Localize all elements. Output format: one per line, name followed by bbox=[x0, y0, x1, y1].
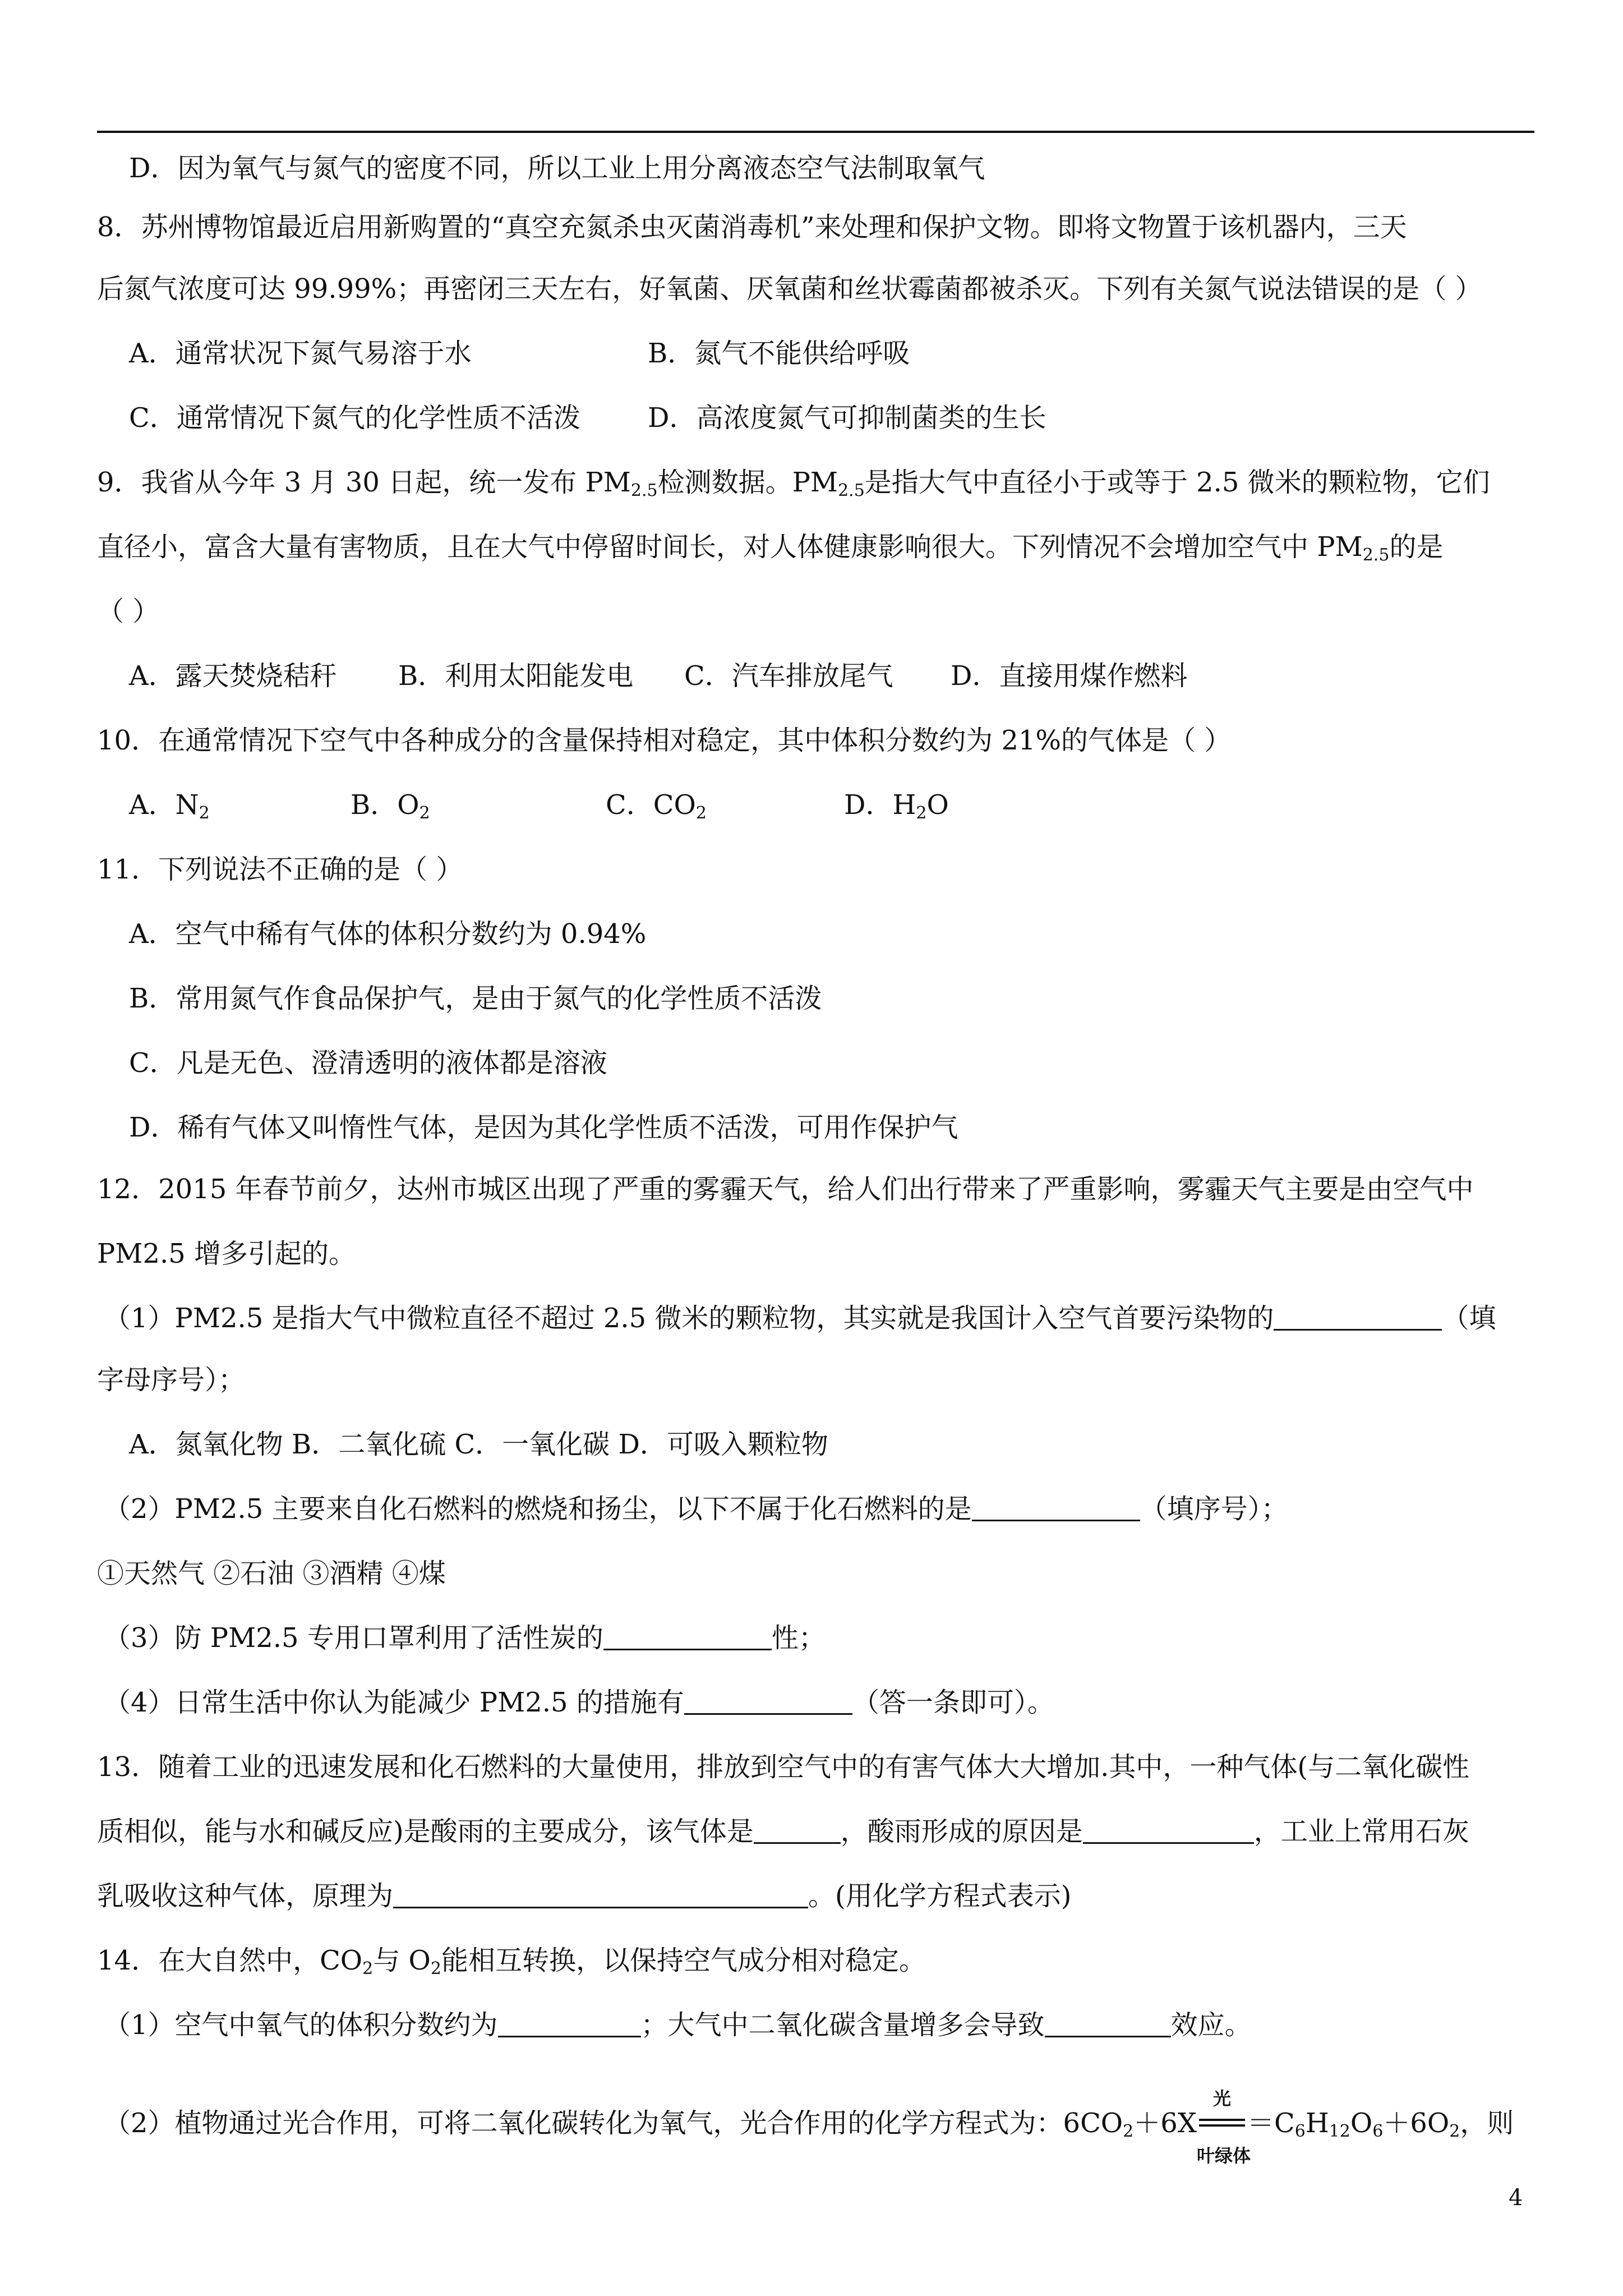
q13-equation-blank[interactable] bbox=[393, 1882, 808, 1908]
q11-stem: 11．下列说法不正确的是（ ） bbox=[97, 854, 463, 885]
q12-sub4: （4）日常生活中你认为能减少 PM2.5 的措施有 （答一条即可）。 bbox=[104, 1687, 1054, 1718]
q9-option-c: C．汽车排放尾气 bbox=[684, 660, 893, 692]
q8-option-c: C．通常情况下氮气的化学性质不活泼 bbox=[129, 402, 580, 434]
q12-sub1-options: A．氮氧化物 B．二氧化硫 C．一氧化碳 D．可吸入颗粒物 bbox=[129, 1429, 828, 1460]
q10-option-a: A．$N_2$ bbox=[129, 789, 210, 823]
q8-option-a: A．通常状况下氮气易溶于水 bbox=[129, 338, 472, 369]
q13-gas-blank[interactable] bbox=[754, 1818, 841, 1844]
q13-stem-line1: 13．随着工业的迅速发展和化石燃料的大量使用，排放到空气中的有害气体大大增加.其中，一种气体(与二氧化碳性 bbox=[97, 1751, 1470, 1783]
q12-sub2-options: ①天然气 ②石油 ③酒精 ④煤 bbox=[97, 1558, 446, 1589]
q10-stem: 10．在通常情况下空气中各种成分的含量保持相对稳定，其中体积分数约为 21%的气体是（ ） bbox=[97, 725, 1232, 756]
q7-option-d: D．因为氧气与氮气的密度不同，所以工业上用分离液态空气法制取氧气 bbox=[129, 153, 985, 184]
q14-sub1: （1）空气中氧气的体积分数约为 ；大气中二氧化碳含量增多会导致 效应。 bbox=[104, 2009, 1252, 2041]
q12-stem-line2: PM2.5 增多引起的。 bbox=[97, 1238, 356, 1269]
q13-stem-line3: 乳吸收这种气体，原理为 。(用化学方程式表示) bbox=[97, 1880, 1072, 1912]
q13-reason-blank[interactable] bbox=[1083, 1818, 1254, 1844]
q8-stem-line2: 后氮气浓度可达 99.99%；再密闭三天左右，好氧菌、厌氧菌和丝状霉菌都被杀灭。下列有关氮气说法错误的是（ ） bbox=[97, 273, 1482, 305]
q12-sub4-blank[interactable] bbox=[684, 1688, 852, 1715]
q14-oxygen-blank[interactable] bbox=[498, 2011, 641, 2037]
q8-options-row2 bbox=[129, 401, 1046, 435]
q9-options bbox=[129, 659, 1188, 693]
q10-option-d: D．$H_2O$ bbox=[844, 789, 949, 823]
q12-sub2: （2）PM2.5 主要来自化石燃料的燃烧和扬尘，以下不属于化石燃料的是 （填序号）； bbox=[104, 1493, 1288, 1525]
q11-option-c: C．凡是无色、澄清透明的液体都是溶液 bbox=[129, 1047, 607, 1079]
q9-option-b: B．利用太阳能发电 bbox=[398, 660, 634, 692]
q10-option-b: B．$O_2$ bbox=[351, 789, 430, 823]
q12-sub2-blank[interactable] bbox=[972, 1495, 1140, 1521]
q9-stem-line2: 直径小，富含大量有害物质，且在大气中停留时间长，对人体健康影响很大。下列情况不会增加空气中 $PM_{2.5}$的是 bbox=[97, 531, 1444, 565]
q10-options bbox=[129, 788, 949, 822]
q9-answer-paren: （ ） bbox=[97, 596, 160, 627]
q12-sub1-line1: （1）PM2.5 是指大气中微粒直径不超过 2.5 微米的颗粒物，其实就是我国计入空气首要污染物的 （填 bbox=[104, 1303, 1496, 1334]
q13-stem-line2: 质相似，能与水和碱反应)是酸雨的主要成分，该气体是 ，酸雨形成的原因是 ，工业上常用石灰 bbox=[97, 1816, 1469, 1847]
page-number: 4 bbox=[1509, 2185, 1523, 2211]
q14-stem: 14．在大自然中，$CO_2$与 $O_2$能相互转换，以保持空气成分相对稳定。 bbox=[97, 1945, 926, 1978]
header-rule bbox=[97, 131, 1534, 133]
reaction-condition: $\frac{\text{光}}{\text{叶绿体}}$ bbox=[1196, 2088, 1251, 2166]
q8-options-row1 bbox=[129, 337, 910, 370]
q10-option-c: C．$CO_2$ bbox=[606, 789, 707, 823]
q11-option-d: D．稀有气体又叫惰性气体，是因为其化学性质不活泼，可用作保护气 bbox=[129, 1112, 958, 1143]
q8-option-b: B．氮气不能供给呼吸 bbox=[648, 338, 910, 369]
q11-option-a: A．空气中稀有气体的体积分数约为 0.94% bbox=[129, 918, 647, 950]
q12-sub1-blank[interactable] bbox=[1274, 1304, 1442, 1331]
q12-sub3: （3）防 PM2.5 专用口罩利用了活性炭的 性； bbox=[104, 1622, 826, 1654]
q9-option-a: A．露天焚烧秸秆 bbox=[129, 660, 337, 692]
q8-option-d: D．高浓度氮气可抑制菌类的生长 bbox=[648, 402, 1046, 434]
q9-option-d: D．直接用煤作燃料 bbox=[951, 660, 1188, 692]
q9-stem-line1: 9．我省从今年 3 月 30 日起，统一发布 $PM_{2.5}$检测数据。$PM_{2.5}$是指大气中直径小于或等于 2.5 微米的颗粒物，它们 bbox=[97, 467, 1490, 500]
q14-effect-blank[interactable] bbox=[1045, 2011, 1171, 2037]
q14-sub2: （2）植物通过光合作用，可将二氧化碳转化为氧气，光合作用的化学方程式为：$6CO_2+6X$ $\frac{\text{光}}{\text{叶绿体}}$ $=C_6H_{12}O_6+6O_2$，则 bbox=[104, 2088, 1514, 2166]
q12-stem-line1: 12．2015 年春节前夕，达州市城区出现了严重的雾霾天气，给人们出行带来了严重影响，雾霾天气主要是由空气中 bbox=[97, 1174, 1474, 1205]
q8-stem-line1: 8．苏州博物馆最近启用新购置的“真空充氮杀虫灭菌消毒机”来处理和保护文物。即将文物置于该机器内，三天 bbox=[97, 211, 1407, 243]
q12-sub3-blank[interactable] bbox=[603, 1624, 772, 1650]
q11-option-b: B．常用氮气作食品保护气，是由于氮气的化学性质不活泼 bbox=[129, 983, 822, 1014]
q12-sub1-line2: 字母序号）； bbox=[97, 1364, 246, 1396]
